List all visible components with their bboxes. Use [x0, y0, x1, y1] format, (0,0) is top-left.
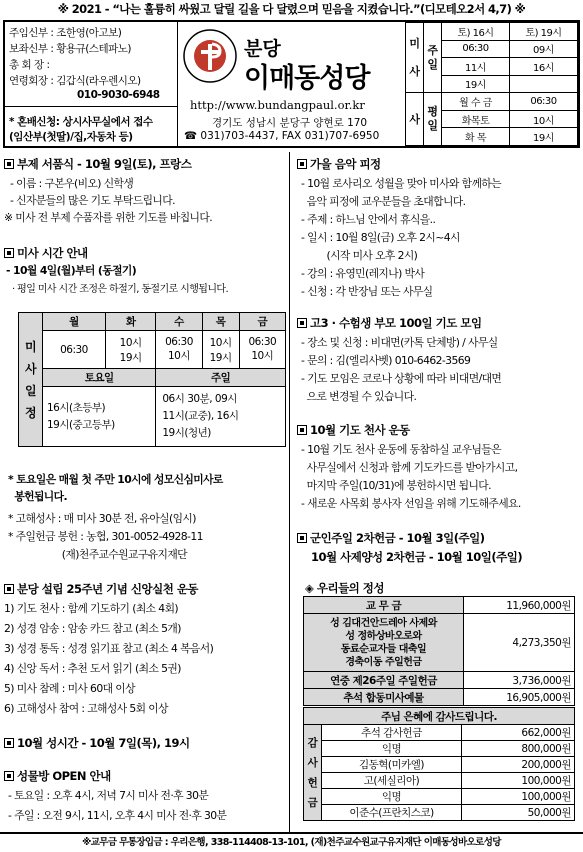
- label-mass: 미 사: [406, 23, 424, 93]
- checkbox-icon: [4, 248, 14, 258]
- text-line: - 일시 : 10월 8일(금) 오후 2시~4시: [301, 231, 460, 244]
- text-line: 으로 변경될 수 있습니다.: [301, 390, 417, 403]
- fin-amount: 16,905,000원: [464, 689, 575, 706]
- day-head: 월: [43, 313, 106, 331]
- section-anniversary: [4, 581, 198, 597]
- day-time: 10시 19시: [105, 331, 155, 369]
- thanks-table: [303, 707, 575, 821]
- note: 봉헌됩니다.: [8, 490, 67, 503]
- text-line: 6) 고해성사 참여 : 고해성사 5회 이상: [4, 702, 168, 715]
- checkbox-icon: [297, 159, 307, 169]
- church-tel: ☎ 031)703-4437, FAX 031)707-6950: [184, 130, 380, 142]
- text-line: (시작 미사 오후 2시): [301, 249, 418, 262]
- church-name-top: 분당: [244, 38, 281, 60]
- text-line: - 10월 기도 천사 운동에 동참하실 교우님들은: [301, 443, 501, 456]
- section-exam-prayer: [297, 315, 482, 331]
- footer: ※교무금 무통장입금 : 우리은행, 338-114408-13-101, (재)천주교수원교구유지재단 이매동성바오로성당: [0, 832, 583, 850]
- section-prayer-angel: [297, 422, 410, 438]
- text-line: - 강의 : 유영민(레지나) 박사: [301, 267, 425, 280]
- section-title: 분당 설립 25주년 기념 신앙실천 운동: [17, 582, 199, 596]
- notice-2: (임산부(첫딸)/집,자동차 등): [9, 131, 133, 143]
- checkbox-icon: [4, 771, 14, 781]
- sched-cell: 16시: [510, 58, 578, 76]
- fin-amount: 11,960,000원: [464, 597, 575, 614]
- sched-cell: 화목토: [442, 110, 510, 128]
- checkbox-icon: [4, 584, 14, 594]
- fin-label: 연중 제26주일 주일헌금: [304, 672, 464, 689]
- thanks-side: 감 사 헌 금: [304, 725, 322, 821]
- sched-sun-head: 토) 19시: [510, 23, 578, 41]
- text-line: 1) 기도 천사 : 함께 기도하기 (최소 4회): [4, 602, 179, 615]
- text-line: - 문의 : 김(엘리사벳) 010-6462-3569: [301, 354, 471, 367]
- mass-schedule: [405, 22, 578, 146]
- text-line: 마지막 주일(10/31)에 봉헌하시면 됩니다.: [301, 479, 491, 492]
- note: * 주일헌금 봉헌 : 농협, 301-0052-4928-11: [8, 530, 203, 543]
- mass-side-label: 미 사 일 정: [19, 313, 43, 447]
- notice-1: * 혼배신청: 상시사무실에서 접수: [9, 116, 153, 128]
- text-line: 3) 성경 통독 : 성경 읽기표 참고 (최소 4 복음서): [4, 642, 214, 655]
- day-head: 금: [239, 313, 285, 331]
- sched-cell: 09시: [510, 40, 578, 58]
- label-weekday: 평 일: [424, 93, 442, 146]
- phone: 010-9030-6948: [77, 89, 160, 101]
- sat-body: 16시(초등부) 19시(중고등부): [43, 387, 156, 447]
- council-head: 총 회 장 :: [9, 59, 50, 71]
- text-line: - 토요일 : 오후 4시, 저녁 7시 미사 전·후 30분: [8, 789, 209, 802]
- church-address: 경기도 성남시 분당구 양현로 170: [212, 117, 368, 129]
- right-column: [293, 152, 583, 832]
- section-shop: [4, 768, 111, 784]
- section-title: 부제 서품식 - 10월 9일(토), 프랑스: [17, 157, 192, 171]
- sched-cell: 06:30: [510, 93, 578, 111]
- text-line: 4) 신앙 독서 : 추천 도서 읽기 (최소 5권): [4, 662, 181, 675]
- fin-label: 교 무 금: [304, 597, 464, 614]
- section-music-retreat: [297, 156, 381, 172]
- checkbox-icon: [4, 738, 14, 748]
- section-second-collection: [297, 530, 485, 546]
- checkbox-icon: [297, 318, 307, 328]
- section-deacon: [4, 156, 191, 172]
- sched-cell: 월 수 금: [442, 93, 510, 111]
- sun-head: 주일: [156, 369, 286, 387]
- note: * 토요일은 매월 첫 주만 10시에 성모신심미사로: [8, 473, 223, 486]
- label-mass-2: 사: [406, 93, 424, 146]
- sched-cell: 19시: [442, 75, 510, 93]
- section-title: 10월 기도 천사 운동: [310, 423, 410, 437]
- church-name: 이매동성당: [244, 63, 370, 94]
- left-column: [0, 152, 290, 832]
- thanks-name: 익명: [322, 789, 462, 805]
- text-line: - 주일 : 오전 9시, 11시, 오후 4시 미사 전·후 30분: [8, 809, 227, 822]
- section-title-2: 10월 사제양성 2차헌금 - 10월 10일(주일): [311, 550, 523, 564]
- sun-body: 06시 30분, 09시 11시(교중), 16시 19시(청년): [156, 387, 286, 447]
- header: [3, 20, 580, 148]
- finance-table: [303, 596, 575, 706]
- pastor: 주임신부 : 조한영(아고보): [9, 27, 122, 39]
- thanks-name: 이준수(프란치스코): [322, 805, 462, 821]
- top-banner: ※ 2021 - “나는 훌륭히 싸웠고 달릴 길을 다 달렸으며 믿음을 지켰습니다.”(디모테오2서 4,7) ※: [57, 2, 526, 16]
- church-url[interactable]: http://www.bundangpaul.or.kr: [190, 98, 365, 112]
- day-time: 06:30 10시: [239, 331, 285, 369]
- day-time: 10시 19시: [202, 331, 239, 369]
- section-title: 10월 성시간 - 10월 7일(목), 19시: [17, 736, 190, 750]
- thanks-amount: 800,000원: [462, 741, 575, 757]
- text-line: 2) 성경 암송 : 암송 카드 참고 (최소 5개): [4, 622, 181, 635]
- label-sunday: 주 일: [424, 23, 442, 93]
- text-line: 5) 미사 참례 : 미사 60대 이상: [4, 682, 135, 695]
- text-line: - 장소 및 신청 : 비대면(카톡 단체방) / 사무실: [301, 336, 498, 349]
- note: * 고해성사 : 매 미사 30분 전, 유아실(임시): [8, 512, 196, 525]
- text-line: - 10월 로사리오 성월을 맞아 미사와 함께하는: [301, 177, 501, 190]
- day-head: 화: [105, 313, 155, 331]
- text-line: - 새로운 사목회 봉사자 선임을 위해 기도해주세요.: [301, 497, 521, 510]
- thanks-name: 김동혁(미카엘): [322, 757, 462, 773]
- church-logo: [182, 28, 238, 84]
- text-line: - 주제 : 하느님 안에서 휴식을..: [301, 213, 436, 226]
- checkbox-icon: [297, 533, 307, 543]
- thanks-amount: 100,000원: [462, 773, 575, 789]
- section-mass-time: [4, 245, 88, 261]
- sched-cell: 06:30: [442, 40, 510, 58]
- text-line: - 신자분들의 많은 기도 부탁드립니다.: [10, 194, 175, 207]
- thanks-name: 익명: [322, 741, 462, 757]
- text-line: 사무실에서 신청과 함께 기도카드를 받아가시고,: [301, 461, 518, 474]
- section-title: 가을 음악 피정: [310, 157, 381, 171]
- text-line: - 10월 4일(월)부터 (동절기): [6, 264, 137, 277]
- fin-label: 성 김대건안드레아 사제와 성 정하상바오로와 동료순교자들 대축일 경축이동 주일헌금: [304, 614, 464, 672]
- text-line: - 신청 : 각 반장님 또는 사무실: [301, 285, 433, 298]
- section-title: 미사 시간 안내: [17, 246, 88, 260]
- finance-title: ◈ 우리들의 정성: [305, 581, 385, 595]
- text-line: - 기도 모임은 코로나 상황에 따라 비대면/대면: [301, 372, 502, 385]
- day-time: 06:30: [43, 331, 106, 369]
- thanks-amount: 100,000원: [462, 789, 575, 805]
- sched-cell: 11시: [442, 58, 510, 76]
- section-holy-hour: [4, 735, 190, 751]
- sched-cell: 19시: [510, 128, 578, 146]
- text-line: 음악 피정에 교우분들을 초대합니다.: [301, 195, 466, 208]
- fin-amount: 4,273,350원: [464, 614, 575, 672]
- thanks-name: 추석 감사헌금: [322, 725, 462, 741]
- church-title: [178, 22, 405, 146]
- day-head: 수: [156, 313, 202, 331]
- text-line: ※ 미사 전 부제 수품자를 위한 기도를 바칩니다.: [4, 211, 213, 224]
- day-head: 목: [202, 313, 239, 331]
- text-line: - 이름 : 구본우(비오) 신학생: [10, 177, 134, 190]
- thanks-amount: 50,000원: [462, 805, 575, 821]
- sched-sat-head: 토) 16시: [442, 23, 510, 41]
- section-title: 군인주일 2차헌금 - 10월 3일(주일): [310, 531, 485, 545]
- thanks-amount: 200,000원: [462, 757, 575, 773]
- day-time: 06:30 10시: [156, 331, 202, 369]
- thanks-name: 고(세실리아): [322, 773, 462, 789]
- funeral-head: 연령회장 : 김갑식(라우렌시오): [9, 75, 141, 87]
- sat-head: 토요일: [43, 369, 156, 387]
- thanks-title: 주님 은혜에 감사드립니다.: [304, 708, 575, 725]
- sched-cell: [510, 75, 578, 93]
- checkbox-icon: [4, 159, 14, 169]
- sched-cell: 화 목: [442, 128, 510, 146]
- fin-label: 추석 합동미사예물: [304, 689, 464, 706]
- thanks-amount: 662,000원: [462, 725, 575, 741]
- staff-panel: [5, 22, 178, 146]
- sched-cell: 10시: [510, 110, 578, 128]
- fin-amount: 3,736,000원: [464, 672, 575, 689]
- mass-table: [18, 312, 286, 447]
- section-title: 고3 · 수험생 부모 100일 기도 모임: [310, 316, 482, 330]
- section-title: 성물방 OPEN 안내: [17, 769, 111, 783]
- assistant-pastor: 보좌신부 : 황용규(스테파노): [9, 43, 131, 55]
- note: (재)천주교수원교구유지재단: [8, 548, 187, 561]
- text-line: · 평일 미사 시간 조정은 하절기, 동절기로 시행됩니다.: [12, 284, 229, 295]
- checkbox-icon: [297, 425, 307, 435]
